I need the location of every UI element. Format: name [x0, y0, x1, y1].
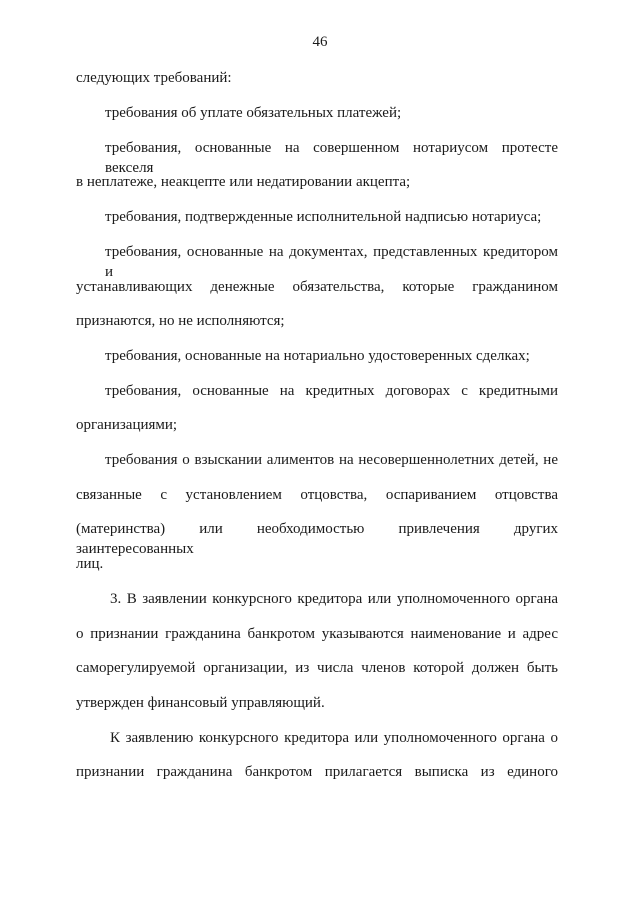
text-line: 3. В заявлении конкурсного кредитора или уполномоченного органа — [110, 591, 558, 607]
text-line: (материнства) или необходимостью привлечения других заинтересованных — [76, 521, 558, 557]
text-line: признаются, но не исполняются; — [76, 313, 285, 329]
text-line: в неплатеже, неакцепте или недатировании акцепта; — [76, 174, 411, 190]
text-line: К заявлению конкурсного кредитора или уполномоченного органа о — [110, 730, 558, 746]
text-line: требования, основанные на кредитных договорах с кредитными — [105, 383, 558, 399]
text-line: устанавливающих денежные обязательства, которые гражданином — [76, 279, 558, 295]
text-line: саморегулируемой организации, из числа членов которой должен быть — [76, 660, 558, 676]
text-line: требования об уплате обязательных платежей; — [105, 105, 402, 121]
page-number: 46 — [312, 34, 328, 50]
text-line: утвержден финансовый управляющий. — [76, 695, 325, 711]
text-line: требования о взыскании алиментов на несовершеннолетних детей, не — [105, 452, 558, 468]
text-line: требования, основанные на документах, представленных кредитором и — [105, 244, 558, 280]
text-line: признании гражданина банкротом прилагается выписка из единого — [76, 764, 558, 780]
text-line: требования, основанные на совершенном нотариусом протесте векселя — [105, 140, 558, 176]
text-line: требования, подтвержденные исполнительной надписью нотариуса; — [105, 209, 542, 225]
text-line: связанные с установлением отцовства, оспариванием отцовства — [76, 487, 558, 503]
text-line: требования, основанные на нотариально удостоверенных сделках; — [105, 348, 530, 364]
text-line: организациями; — [76, 417, 178, 433]
text-line: следующих требований: — [76, 70, 232, 86]
text-line: лиц. — [76, 556, 104, 572]
text-line: о признании гражданина банкротом указываются наименование и адрес — [76, 626, 558, 642]
